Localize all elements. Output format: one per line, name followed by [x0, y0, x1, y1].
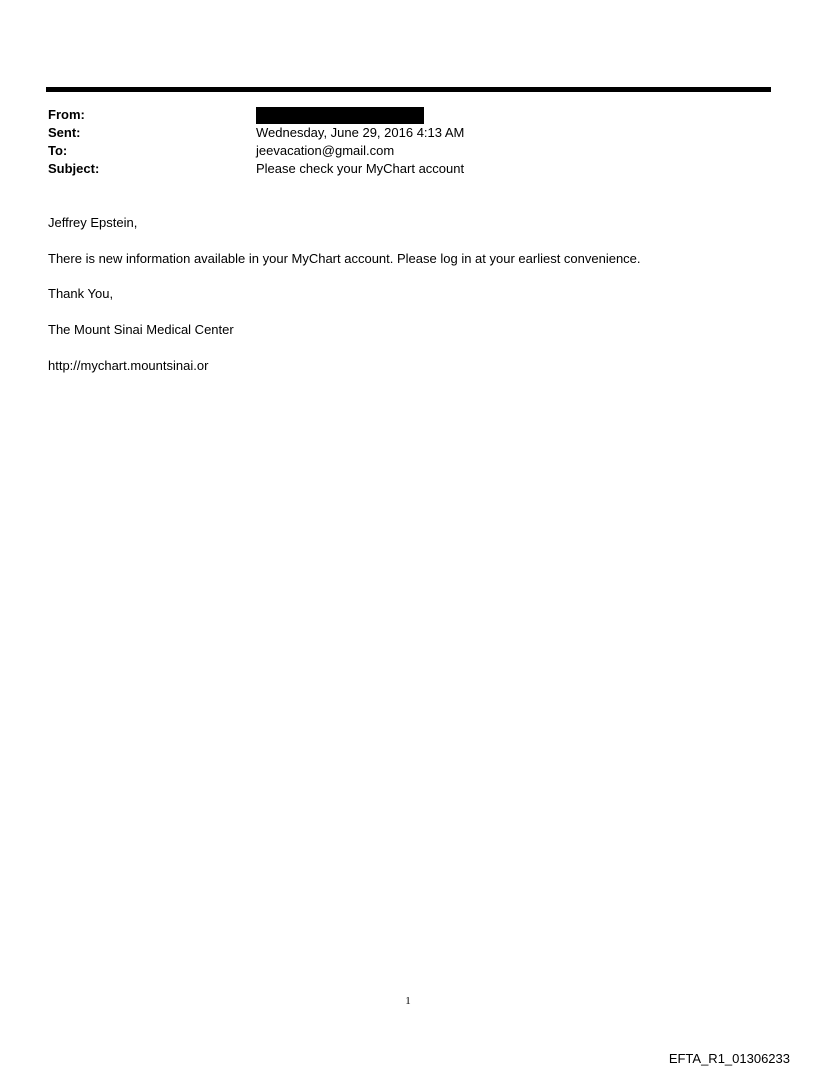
to-label: To:: [48, 143, 68, 158]
sent-value: Wednesday, June 29, 2016 4:13 AM: [256, 125, 465, 140]
redacted-sender-box: [256, 107, 424, 124]
bates-number: EFTA_R1_01306233: [668, 1051, 790, 1066]
page-number: 1: [405, 995, 411, 1007]
to-value: jeevacation@gmail.com: [256, 143, 395, 158]
message-text: There is new information available in your MyChart account. Please log in at your earliest convenience.: [48, 251, 641, 266]
header-divider: [46, 87, 771, 92]
mychart-link: http://mychart.mountsinai.or: [48, 358, 209, 373]
subject-value: Please check your MyChart account: [256, 161, 465, 176]
signature: The Mount Sinai Medical Center: [48, 322, 234, 337]
subject-label: Subject:: [48, 161, 100, 176]
from-label: From:: [48, 107, 85, 122]
salutation: Jeffrey Epstein,: [48, 215, 138, 230]
closing: Thank You,: [48, 286, 114, 301]
sent-label: Sent:: [48, 125, 81, 140]
